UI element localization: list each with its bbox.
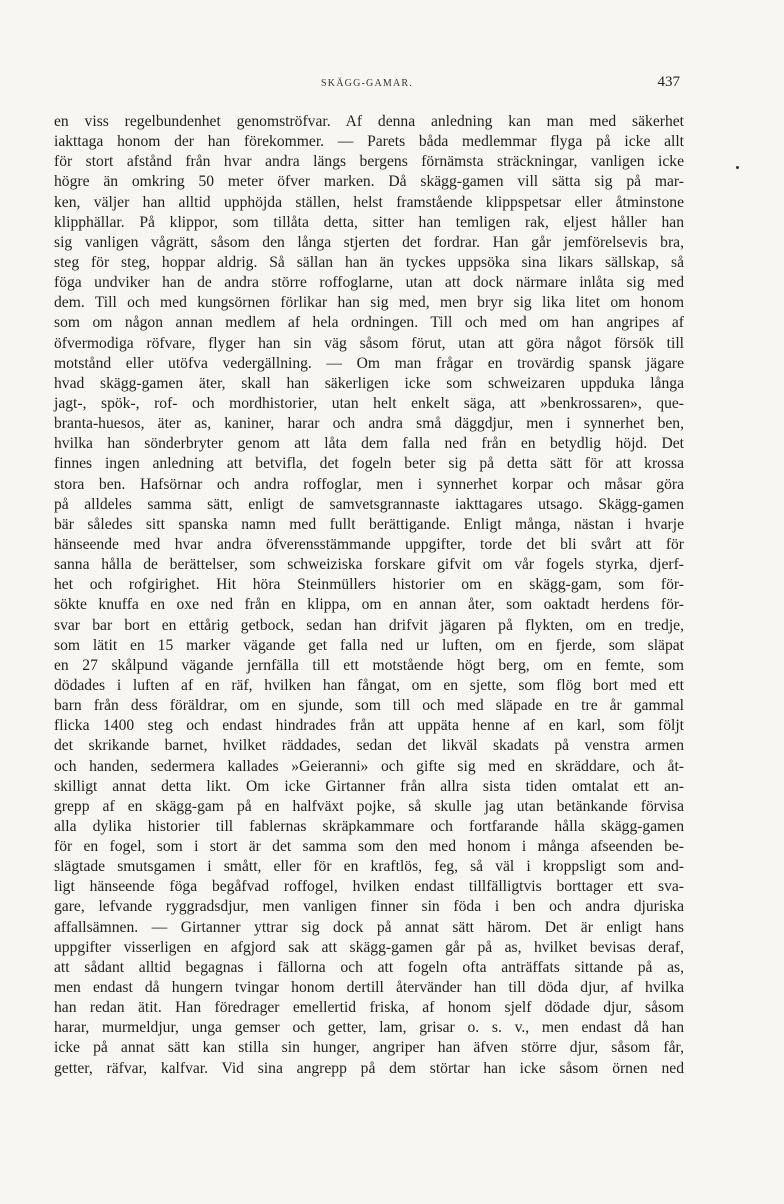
text-line: stora ben. Hafsörnar och andra roffoglar, men i synnerhet korpar och måsar göra (54, 475, 684, 493)
text-line: som om någon annan medlem af hela ordningen. Till och med om han angripes af (54, 314, 684, 332)
text-line: och handen, sedermera kallades »Geieranni» och gifte sig med en skräddare, och åt- (54, 757, 684, 775)
text-line: en 27 skålpund vägande jernfälla till ett motstående högt berg, om en femte, som (54, 656, 684, 674)
text-line: föga undviker han de andra större roffoglarne, utan att dock närmare inlåta sig med (54, 274, 684, 292)
text-line: han redan ätit. Han föredrager emellertid friska, af honom sjelf dödade djur, såsom (54, 999, 684, 1017)
text-line: att sådant alltid begagnas i fällorna och att fogeln ofta anträffats sittande på as, (54, 958, 684, 976)
text-line: alla dylika historier till fablernas skräpkammare och fortfarande hålla skägg-gamen (54, 817, 684, 835)
text-line: för stort afstånd från hvar andra längs bergens förnämsta sträckningar, vanligen icke (54, 153, 684, 171)
text-line: getter, räfvar, kalfvar. Vid sina angrepp på dem störtar han icke såsom örnen ned (54, 1059, 684, 1077)
text-line: men endast då hungern tvingar honom dertill återvänder han till döda djur, af hvilka (54, 979, 684, 997)
text-line: harar, murmeldjur, unga gemser och getter, lam, grisar o. s. v., men endast då han (54, 1019, 684, 1037)
text-line: svar bar bort en ettårig getbock, sedan han drifvit jägaren på flykten, om en tredje, (54, 616, 684, 634)
text-line: sökte knuffa en oxe ned från en klippa, om en annan åter, som oaktadt herdens för- (54, 596, 684, 614)
text-line: högre än omkring 50 meter öfver marken. Då skägg-gamen vill sätta sig på mar- (54, 173, 684, 191)
page-header (54, 74, 680, 94)
text-line: bär således sitt spanska namn med fullt berättigande. Enligt många, nästan i hvarje (54, 515, 684, 533)
text-line: sanna hålla de berättelser, som schweiziska forskare gifvit om vår fogels styrka, djerf- (54, 556, 684, 574)
body-text (54, 112, 684, 1079)
text-line: uppgifter visserligen en afgjord sak att skägg-gamen går på as, hvilket bevisas deraf, (54, 938, 684, 956)
text-line: dödades i luften af en räf, hvilken han fångat, om en sjette, som flög bort med ett (54, 676, 684, 694)
text-line: motstånd eller utöfva vedergällning. — Om man frågar en trovärdig spansk jägare (54, 354, 684, 372)
text-line: flicka 1400 steg och endast hindrades från att uppäta henne af en karl, som följt (54, 717, 684, 735)
text-line: klipphällar. På klippor, som tillåta detta, sitter han temligen rak, eljest håller han (54, 213, 684, 231)
ink-dot (736, 166, 739, 169)
text-line: grepp af en skägg-gam på en halfväxt pojke, så skulle jag utan betänkande förvisa (54, 797, 684, 815)
text-line: gare, lefvande ryggradsdjur, men vanligen finner sin föda i ben och andra djuriska (54, 898, 684, 916)
running-title: SKÄGG-GAMAR. (321, 78, 413, 89)
text-line: ligt hänseende föga begåfvad roffogel, hvilken endast tillfälligtvis borttager ett sva- (54, 878, 684, 896)
text-line: finnes ingen anledning att betvifla, det fogeln beter sig på detta sätt för att krossa (54, 455, 684, 473)
text-line: affallsämnen. — Girtanner yttrar sig dock på annat sätt härom. Det är enligt hans (54, 918, 684, 936)
text-line: hänseende med hvar andra öfverensstämmande uppgifter, torde det bli svårt att för (54, 535, 684, 553)
text-line: som lätit en 15 marker vägande get falla ned ur luften, om en fjerde, som släpat (54, 636, 684, 654)
text-line: ken, väljer han alltid upphöjda ställen, helst framstående klippspetsar eller åtminstone (54, 193, 684, 211)
text-line: iakttaga honom der han förekommer. — Parets båda medlemmar flyga på icke allt (54, 133, 684, 151)
text-line: en viss regelbundenhet genomströfvar. Af denna anledning kan man med säkerhet (54, 113, 684, 130)
text-line: på alldeles samma sätt, enligt de samvetsgrannaste iakttagares utsago. Skägg-gamen (54, 495, 684, 513)
text-line: branta-huesos, äter as, kaniner, harar och andra små däggdjur, men i synnerhet ben, (54, 415, 684, 433)
page-number: 437 (657, 74, 680, 90)
text-line: sig vanligen vågrätt, såsom den långa stjerten det fordrar. Han går jemförelsevis bra, (54, 233, 684, 251)
text-line: slägtade smutsgamen i smått, eller för en kraftlös, feg, så väl i kroppsligt som and- (54, 858, 684, 876)
text-line: för en fogel, som i stort är det samma som den med honom i många afseenden be- (54, 838, 684, 856)
text-line: barn från dess föräldrar, om en sjunde, som till och med släpade en tre år gammal (54, 697, 684, 715)
text-line: steg för steg, hoppar aldrig. Så sällan han än tyckes uppsöka sina likars sällskap, så (54, 253, 684, 271)
text-line: skilligt annat detta likt. Om icke Girtanner från allra sista tiden omtalat ett an- (54, 777, 684, 795)
text-line: hvad skägg-gamen äter, skall han säkerligen icke som schweizaren uppduka långa (54, 374, 684, 392)
text-line: icke på annat sätt kan stilla sin hunger, angriper han äfven större djur, såsom får, (54, 1039, 684, 1057)
text-line: öfvermodiga röfvare, flyger han sin väg såsom förut, utan att göra något försök till (54, 334, 684, 352)
text-line: hvilka han sönderbryter genom att låta dem falla ned från en betydlig höjd. Det (54, 435, 684, 453)
text-line: dem. Till och med kungsörnen förlikar han sig med, men bryr sig lika litet om honom (54, 294, 684, 312)
text-line: jagt-, spök-, rof- och mordhistorier, utan helt enkelt säga, att »benkrossaren», que- (54, 394, 684, 412)
text-line: det skrikande barnet, hvilket räddades, sedan det likväl skadats på venstra armen (54, 737, 684, 755)
text-line: het och rofgirighet. Hit höra Steinmüllers historier om en skägg-gam, som för- (54, 576, 684, 594)
